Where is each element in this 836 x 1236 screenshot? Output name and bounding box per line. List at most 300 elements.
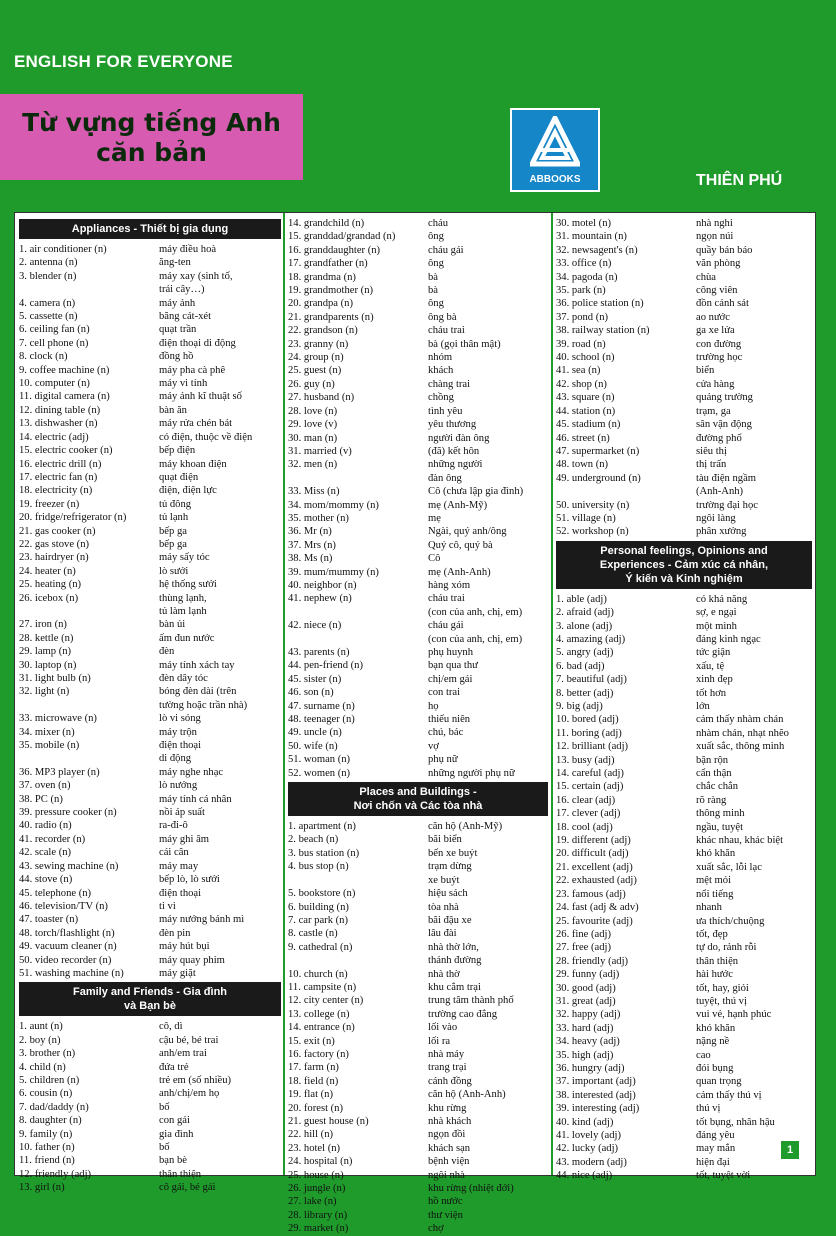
vocab-entry [19,833,281,846]
vocab-entry [288,418,548,431]
english-term: 25. favourite (adj) [556,915,633,927]
english-term: 1. apartment (n) [288,821,356,833]
vietnamese-meaning: có khả năng [696,593,748,605]
vietnamese-meaning: thân thiện [696,955,739,967]
vocab-entry [19,1047,281,1060]
vietnamese-meaning: người đàn ông [428,432,490,444]
vocab-entry [288,860,548,887]
english-term: 40. neighbor (n) [288,579,357,591]
english-term: 37. important (adj) [556,1076,636,1088]
english-term: 20. grandpa (n) [288,298,354,310]
english-term: 38. Ms (n) [288,553,333,565]
english-term: 10. father (n) [19,1142,75,1153]
english-term: 37. oven (n) [19,780,71,792]
vietnamese-meaning: căn hộ (Anh-Mỹ) [428,821,503,833]
vietnamese-meaning: họ [428,700,439,712]
vocab-entry [288,499,548,512]
english-term: 21. gas cooker (n) [19,525,96,537]
vietnamese-meaning: đèn [159,646,175,658]
vietnamese-meaning: nhà thờ [428,968,460,980]
english-term: 1. air conditioner (n) [19,244,107,255]
vietnamese-meaning: công viên [696,285,738,297]
vietnamese-meaning: bạn qua thư [428,660,478,672]
vietnamese-meaning: ngôi làng [696,512,736,524]
vocab-entry [288,445,548,458]
vietnamese-meaning: khu cắm trại [428,981,481,993]
section-heading: Appliances - Thiết bị gia dụng [19,219,281,239]
vocab-entry [556,1008,812,1021]
vietnamese-meaning: bếp ga [159,525,187,537]
vietnamese-meaning: tự do, rảnh rỗi [696,942,757,954]
column-divider [283,213,285,1175]
english-term: 3. alone (adj) [556,620,613,632]
vocab-entry [556,1169,812,1182]
vocab-entry [288,700,548,713]
vocab-entry [556,928,812,941]
vietnamese-meaning: lối vào [428,1022,458,1034]
english-term: 41. sea (n) [556,365,601,377]
vietnamese-meaning: điện thoại [159,887,202,899]
vocab-entry [556,968,812,981]
vocab-entry [556,888,812,901]
vocab-entry [288,1048,548,1061]
vietnamese-meaning: cảm thấy nhàm chán [696,714,784,726]
vietnamese-meaning: đường phố [696,432,742,444]
vocab-entry [288,230,548,243]
vietnamese-meaning: tàu điện ngầm (Anh-Anh) [696,472,757,498]
vietnamese-meaning: mẹ [428,512,441,524]
english-term: 7. car park (n) [288,914,348,926]
vietnamese-meaning: bãi biển [428,834,462,846]
vietnamese-meaning: tủ lạnh [159,512,189,524]
vocab-entry [556,324,812,337]
vietnamese-meaning: cháu gái [428,244,464,256]
vietnamese-meaning: trạm, ga [696,405,731,417]
english-term: 20. fridge/refrigerator (n) [19,512,127,524]
vietnamese-meaning: con trai [428,687,461,699]
vocab-entry [556,754,812,767]
vocab-entry [556,620,812,633]
vocab-entry [288,432,548,445]
vietnamese-meaning: lò vi sóng [159,713,201,725]
vietnamese-meaning: trẻ em (số nhiều) [159,1074,232,1086]
vietnamese-meaning: nổi tiếng [696,888,734,900]
english-term: 14. entrance (n) [288,1022,355,1034]
vocab-entry [288,525,548,538]
vocab-entry [288,1169,548,1182]
vietnamese-meaning: xuất sắc, thông minh [696,741,785,753]
english-term: 29. lamp (n) [19,646,72,658]
vocab-entry [556,525,812,538]
english-term: 40. school (n) [556,352,615,364]
english-term: 30. motel (n) [556,218,612,229]
vocab-entry [288,941,548,968]
vocab-entry [556,646,812,659]
english-term: 32. happy (adj) [556,1009,621,1021]
vocab-entry [288,659,548,672]
english-term: 36. MP3 player (n) [19,766,100,778]
vietnamese-meaning: trường học [696,352,743,364]
english-term: 28. library (n) [288,1209,348,1221]
english-term: 2. antenna (n) [19,257,78,269]
vietnamese-meaning: chàng trai [428,378,471,390]
english-term: 38. PC (n) [19,793,63,805]
english-term: 33. Miss (n) [288,486,340,498]
series-title: ENGLISH FOR EVERYONE [14,52,233,71]
vocab-column-2 [288,217,548,1236]
vocab-entry [288,217,548,230]
english-term: 15. certain (adj) [556,781,624,793]
english-term: 37. pond (n) [556,311,609,323]
page-number: 1 [781,1141,799,1159]
vietnamese-meaning: thị trấn [696,459,727,471]
vietnamese-meaning: thông minh [696,808,745,820]
english-term: 24. heater (n) [19,565,76,577]
vocab-entry [556,1089,812,1102]
vietnamese-meaning: hài hước [696,969,733,981]
vocab-entry [288,566,548,579]
english-term: 11. digital camera (n) [19,391,110,403]
vietnamese-meaning: băng cát-xét [159,311,212,323]
vietnamese-meaning: quầy bán báo [696,244,753,256]
vietnamese-meaning: lối ra [428,1035,451,1047]
vietnamese-meaning: khách sạn [428,1142,471,1154]
vocab-entry [556,767,812,780]
vietnamese-meaning: bếp lò, lò sưởi [159,874,220,886]
english-term: 34. mixer (n) [19,726,75,738]
english-term: 19. freezer (n) [19,498,80,510]
vietnamese-meaning: đồn cảnh sát [696,298,749,310]
vietnamese-meaning: bố [159,1142,170,1153]
vietnamese-meaning: hồ nước [428,1196,463,1208]
vietnamese-meaning: tức giận [696,647,731,659]
vocab-entry [19,350,281,363]
english-term: 52. women (n) [288,767,351,779]
vocab-entry [288,887,548,900]
english-term: 26. jungle (n) [288,1183,346,1195]
english-term: 4. camera (n) [19,297,76,309]
vietnamese-meaning: bạn bè [159,1155,187,1167]
english-term: 31. married (v) [288,445,352,457]
english-term: 28. love (n) [288,405,338,417]
vocab-entry [19,431,281,444]
vietnamese-meaning: chắc chắn [696,781,739,793]
english-term: 9. coffee machine (n) [19,364,110,376]
english-term: 47. surname (n) [288,700,355,712]
vocab-entry [288,1195,548,1208]
vocab-entry [288,1209,548,1222]
english-term: 47. supermarket (n) [556,445,640,457]
vietnamese-meaning: máy điều hoà [159,244,217,255]
english-term: 38. railway station (n) [556,325,650,337]
vietnamese-meaning: bàn ăn [159,404,187,416]
english-term: 29. love (v) [288,419,338,431]
vocab-entry [19,377,281,390]
english-term: 41. lovely (adj) [556,1130,622,1141]
vocab-entry [556,297,812,310]
vietnamese-meaning: ấm đun nước [159,632,215,644]
english-term: 41. nephew (n) [288,593,352,605]
english-term: 13. busy (adj) [556,754,615,766]
vocab-entry [288,1021,548,1034]
vietnamese-meaning: siêu thị [696,445,727,457]
vocab-entry [19,887,281,900]
english-term: 17. grandfather (n) [288,258,368,270]
vietnamese-meaning: tốt, tuyệt vời [696,1170,751,1182]
english-term: 2. boy (n) [19,1034,61,1046]
vocab-entry [288,324,548,337]
vocab-entry [556,405,812,418]
vietnamese-meaning: trường cao đẳng [428,1008,497,1020]
english-term: 42. lucky (adj) [556,1143,619,1155]
english-term: 46. son (n) [288,687,334,699]
english-term: 14. careful (adj) [556,768,624,780]
vocab-entry [19,873,281,886]
vocab-entry [288,1115,548,1128]
vietnamese-meaning: nhà nghỉ [696,218,733,229]
english-term: 36. hungry (adj) [556,1062,625,1074]
english-term: 14. grandchild (n) [288,218,365,229]
vocab-entry [556,1062,812,1075]
english-term: 2. beach (n) [288,834,339,846]
english-term: 45. stadium (n) [556,419,621,431]
vietnamese-meaning: quạt điện [159,471,199,483]
english-term: 13. college (n) [288,1008,350,1020]
vocab-entry [556,311,812,324]
english-term: 8. better (adj) [556,687,614,699]
vietnamese-meaning: mệt mỏi [696,875,732,887]
vocab-entry [556,445,812,458]
vocab-entry [556,995,812,1008]
vietnamese-meaning: thú vị [696,1103,721,1115]
vietnamese-meaning: Quý cô, quý bà [428,539,493,551]
vocab-entry [19,578,281,591]
english-term: 33. hard (adj) [556,1022,614,1034]
vocab-entry [19,1154,281,1167]
vietnamese-meaning: đáng kinh ngạc [696,633,761,645]
english-term: 52. workshop (n) [556,526,629,538]
english-term: 18. cool (adj) [556,821,613,833]
english-term: 1. able (adj) [556,593,607,605]
english-term: 30. man (n) [288,432,338,444]
vocab-entry [556,1116,812,1129]
vocab-entry [288,311,548,324]
english-term: 43. modern (adj) [556,1156,627,1168]
vietnamese-meaning: mẹ (Anh-Anh) [428,566,491,578]
vietnamese-meaning: thân thiện [159,1168,202,1180]
vocab-entry [288,767,548,780]
vocab-entry [556,780,812,793]
vietnamese-meaning: gia đình [159,1128,194,1140]
vocab-entry [19,927,281,940]
vocab-entry [19,846,281,859]
vocab-entry [19,337,281,350]
english-term: 14. electric (adj) [19,431,89,443]
vocab-entry [556,740,812,753]
vietnamese-meaning: sợ, e ngại [696,607,737,619]
vietnamese-meaning: lâu đài [428,928,457,940]
vietnamese-meaning: cháu trai (con của anh, chị, em) [428,593,523,618]
english-term: 1. aunt (n) [19,1021,63,1033]
vocab-entry [556,244,812,257]
english-term: 31. great (adj) [556,995,616,1007]
vietnamese-meaning: điện thoại di động [159,740,202,765]
english-term: 13. dishwasher (n) [19,418,98,430]
vocab-entry [556,633,812,646]
english-term: 15. exit (n) [288,1035,335,1047]
vietnamese-meaning: chùa [696,271,716,283]
vietnamese-meaning: xấu, tệ [696,660,725,672]
vietnamese-meaning: ăng-ten [159,257,191,269]
english-term: 43. sewing machine (n) [19,860,119,872]
vietnamese-meaning: cô, dì [159,1021,183,1033]
section-heading: Places and Buildings - Nơi chốn và Các tòa nhà [288,782,548,816]
vocab-entry [19,967,281,980]
vocab-entry [288,351,548,364]
vocab-entry [19,270,281,297]
vocab-entry [556,982,812,995]
vietnamese-meaning: hiệu sách [428,888,468,900]
vietnamese-meaning: thư viện [428,1209,463,1221]
vietnamese-meaning: máy ảnh [159,297,196,309]
vietnamese-meaning: lớn [696,701,710,712]
english-term: 15. electric cooker (n) [19,445,113,457]
vocab-entry [288,686,548,699]
english-term: 19. flat (n) [288,1089,334,1101]
english-term: 24. fast (adj & adv) [556,902,639,914]
vietnamese-meaning: anh/chị/em họ [159,1088,220,1100]
vietnamese-meaning: xinh đẹp [696,674,733,686]
vocab-entry [288,1088,548,1101]
vocab-entry [556,1022,812,1035]
vocab-entry [19,806,281,819]
vocab-entry [556,713,812,726]
english-term: 9. family (n) [19,1128,73,1140]
english-term: 48. torch/flashlight (n) [19,927,115,939]
english-term: 20. forest (n) [288,1102,344,1114]
vietnamese-meaning: cẩn thận [696,768,732,780]
english-term: 31. mountain (n) [556,231,627,243]
vocab-entry [556,1049,812,1062]
vietnamese-meaning: tốt, hay, giỏi [696,982,749,994]
english-term: 9. cathedral (n) [288,941,353,953]
english-term: 31. light bulb (n) [19,673,91,684]
english-term: 42. scale (n) [19,847,72,859]
vietnamese-meaning: đèn dây tóc [159,673,208,684]
english-term: 44. station (n) [556,405,616,417]
english-term: 21. grandparents (n) [288,311,374,323]
vietnamese-meaning: ông [428,258,444,270]
vocab-entry [288,914,548,927]
vocab-entry [19,1061,281,1074]
english-term: 26. fine (adj) [556,928,612,940]
vocab-entry [19,565,281,578]
vocab-entry [19,940,281,953]
vocab-entry [19,1114,281,1127]
vocab-entry [19,243,281,256]
vietnamese-meaning: sân vận động [696,419,752,431]
vocab-entry [288,1075,548,1088]
english-term: 23. famous (adj) [556,888,626,900]
english-term: 40. kind (adj) [556,1116,614,1128]
english-term: 39. mum/mummy (n) [288,566,379,578]
vocab-entry [288,927,548,940]
vietnamese-meaning: nhàm chán, nhạt nhẽo [696,727,789,739]
vocab-entry [556,687,812,700]
english-term: 51. washing machine (n) [19,967,124,979]
vietnamese-meaning: Ngài, quý anh/ông [428,526,507,538]
english-term: 30. laptop (n) [19,659,77,671]
vietnamese-meaning: bệnh viện [428,1156,470,1168]
english-term: 48. town (n) [556,459,609,471]
vietnamese-meaning: lò nướng [159,780,198,792]
section-heading: Family and Friends - Gia đình và Bạn bè [19,982,281,1016]
vietnamese-meaning: ông [428,298,444,310]
vocab-entry [19,404,281,417]
vocab-entry [556,901,812,914]
english-term: 46. street (n) [556,432,610,444]
vocab-column-1 [19,217,281,1195]
vocab-entry [19,1128,281,1141]
vocab-entry [288,713,548,726]
author-name: THIÊN PHÚ [696,172,783,189]
vocab-entry [19,390,281,403]
vietnamese-meaning: điện thoại di động [159,337,236,349]
vocab-entry [288,981,548,994]
vocab-entry [288,847,548,860]
vocab-entry [288,1222,548,1235]
english-term: 4. bus stop (n) [288,861,349,873]
english-term: 22. hill (n) [288,1129,334,1141]
vietnamese-meaning: nhà khách [428,1116,472,1127]
english-term: 24. hospital (n) [288,1156,353,1168]
english-term: 48. teenager (n) [288,714,355,726]
english-term: 22. exhausted (adj) [556,875,637,887]
vietnamese-meaning: máy hút bụi [159,941,210,953]
vocab-entry [19,256,281,269]
vietnamese-meaning: quảng trường [696,392,753,404]
english-term: 32. men (n) [288,459,338,471]
vocab-entry [288,968,548,981]
vocab-entry [556,915,812,928]
vocab-entry [19,484,281,497]
vietnamese-meaning: máy vi tính [159,378,208,390]
english-term: 38. interested (adj) [556,1089,636,1101]
english-term: 39. interesting (adj) [556,1103,640,1115]
english-term: 7. dad/daddy (n) [19,1101,89,1113]
vietnamese-meaning: cháu trai [428,325,465,337]
vietnamese-meaning: phụ huynh [428,647,474,658]
english-term: 10. computer (n) [19,378,90,390]
english-term: 11. campsite (n) [288,981,357,993]
vietnamese-meaning: đói bụng [696,1062,734,1074]
english-term: 17. electric fan (n) [19,471,98,483]
english-term: 3. brother (n) [19,1048,76,1060]
vocab-entry [556,391,812,404]
section-heading: Personal feelings, Opinions and Experiences - Cảm xúc cá nhân, Ý kiến và Kinh nghiệm [556,541,812,589]
vietnamese-meaning: nồi áp suất [159,807,205,819]
vocab-entry [19,498,281,511]
vietnamese-meaning: máy nghe nhạc [159,766,224,778]
english-term: 29. funny (adj) [556,969,620,981]
vietnamese-meaning: máy ảnh kĩ thuật số [159,391,242,403]
vietnamese-meaning: khu rừng (nhiệt đới) [428,1183,514,1195]
english-term: 11. boring (adj) [556,727,622,739]
vietnamese-meaning: Cô [428,553,441,565]
publisher-logo [510,108,600,192]
vocab-entry [288,619,548,646]
english-term: 5. cassette (n) [19,311,78,323]
